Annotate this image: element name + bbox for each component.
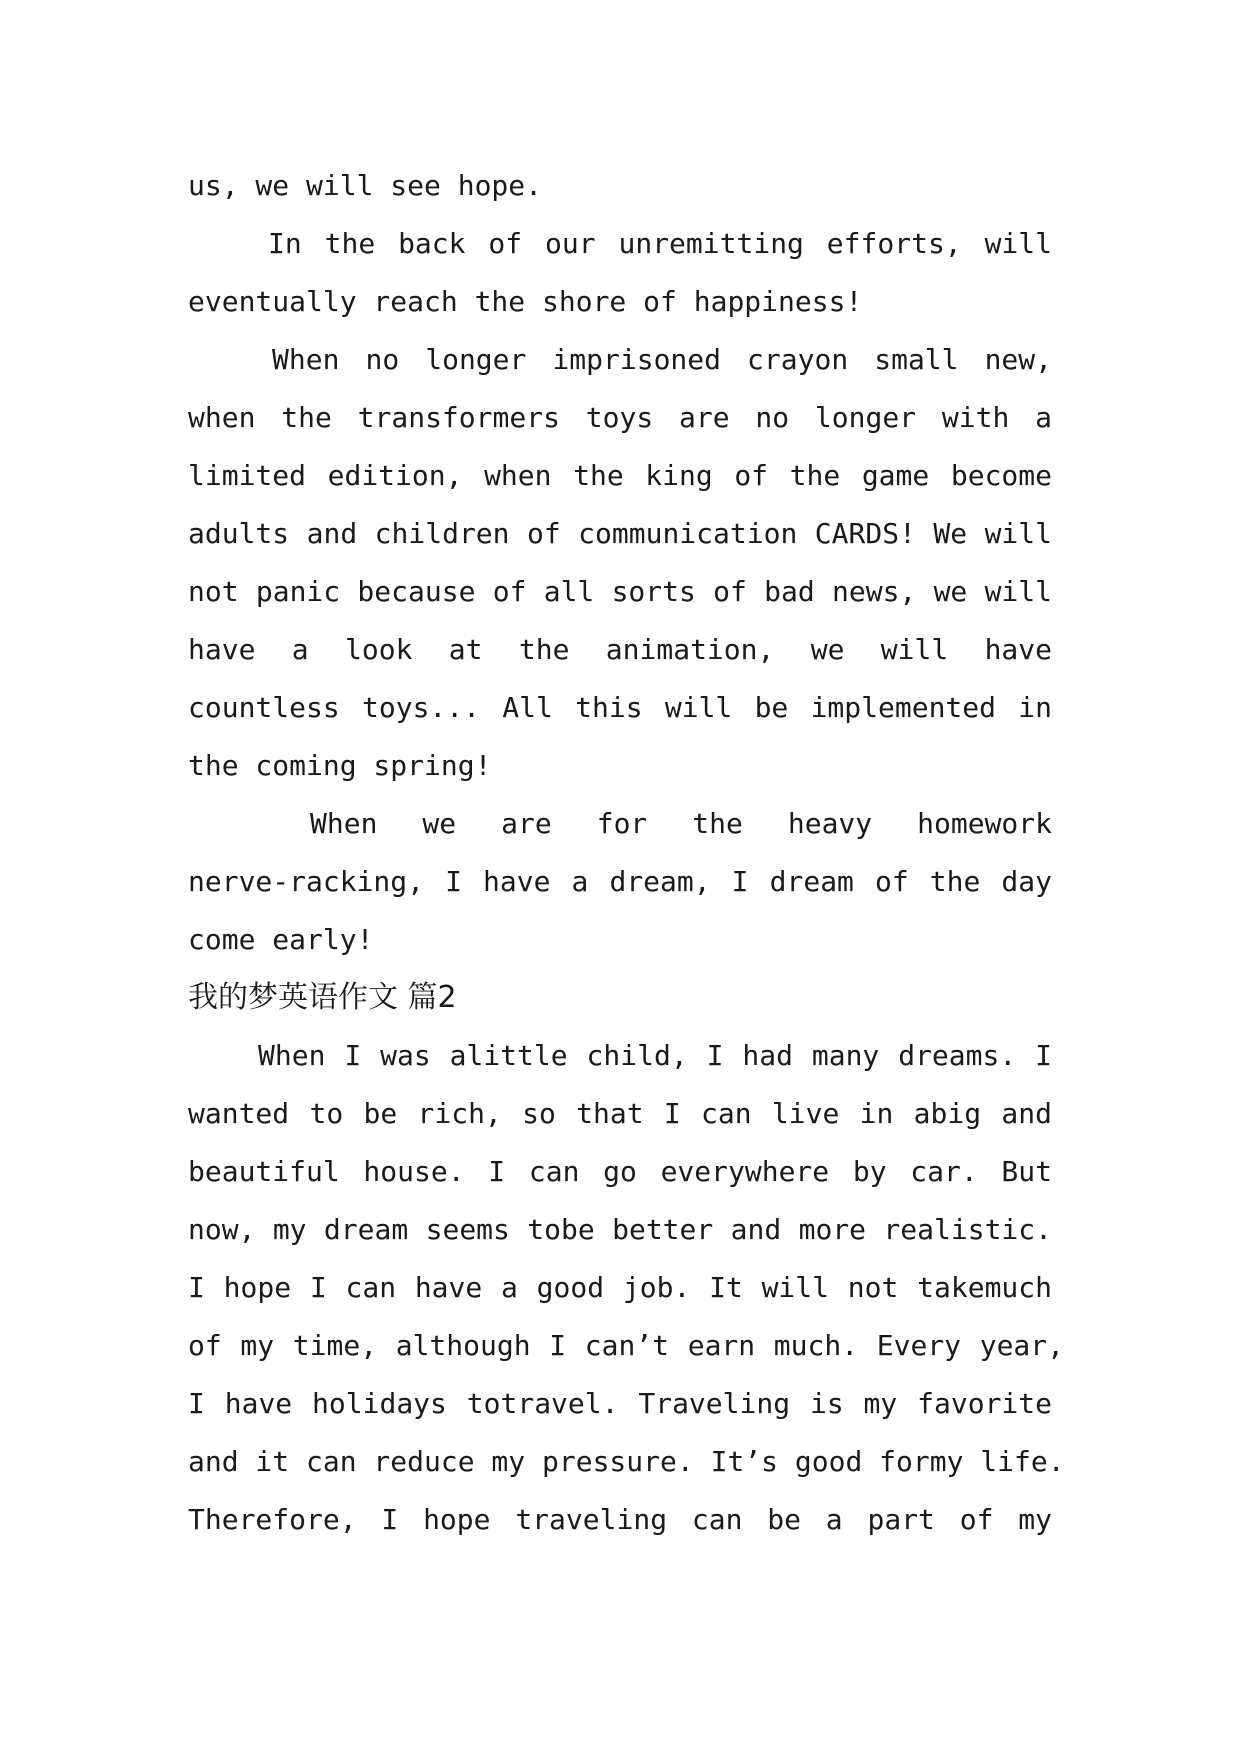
- paragraph-first-line: When no longer imprisoned crayon small new,: [272, 343, 1052, 376]
- paragraph-first-line: When we are for the heavy homework: [310, 807, 1052, 840]
- text-line: wanted to be rich, so that I can live in abig and: [188, 1097, 1052, 1130]
- text-line: now, my dream seems tobe better and more realistic.: [188, 1213, 1052, 1246]
- text-line: countless toys... All this will be implemented in: [188, 691, 1052, 724]
- text-line: and it can reduce my pressure. It’s good formy life.: [188, 1445, 1065, 1478]
- text-line: Therefore, I hope traveling can be a part of my: [188, 1503, 1052, 1536]
- text-line: not panic because of all sorts of bad news, we will: [188, 575, 1052, 608]
- text-line: us, we will see hope.: [188, 169, 543, 202]
- text-line: when the transformers toys are no longer with a: [188, 401, 1052, 434]
- text-line: of my time, although I can’t earn much. Every year,: [188, 1329, 1064, 1362]
- text-line: eventually reach the shore of happiness!: [188, 285, 863, 318]
- text-line: nerve-racking, I have a dream, I dream of the day: [188, 865, 1052, 898]
- text-line: have a look at the animation, we will have: [188, 633, 1052, 666]
- paragraph-first-line: When I was alittle child, I had many dreams. I: [258, 1039, 1052, 1072]
- text-line: adults and children of communication CARDS! We will: [188, 517, 1052, 550]
- paragraph-first-line: In the back of our unremitting efforts, will: [268, 227, 1052, 260]
- section-heading: 我的梦英语作文 篇2: [188, 980, 457, 1015]
- text-line: I hope I can have a good job. It will not takemuch: [188, 1271, 1052, 1304]
- text-line: I have holidays totravel. Traveling is my favorite: [188, 1387, 1052, 1420]
- text-line: come early!: [188, 923, 374, 956]
- text-line: limited edition, when the king of the game become: [188, 459, 1052, 492]
- text-line: beautiful house. I can go everywhere by car. But: [188, 1155, 1052, 1188]
- text-line: the coming spring!: [188, 749, 492, 782]
